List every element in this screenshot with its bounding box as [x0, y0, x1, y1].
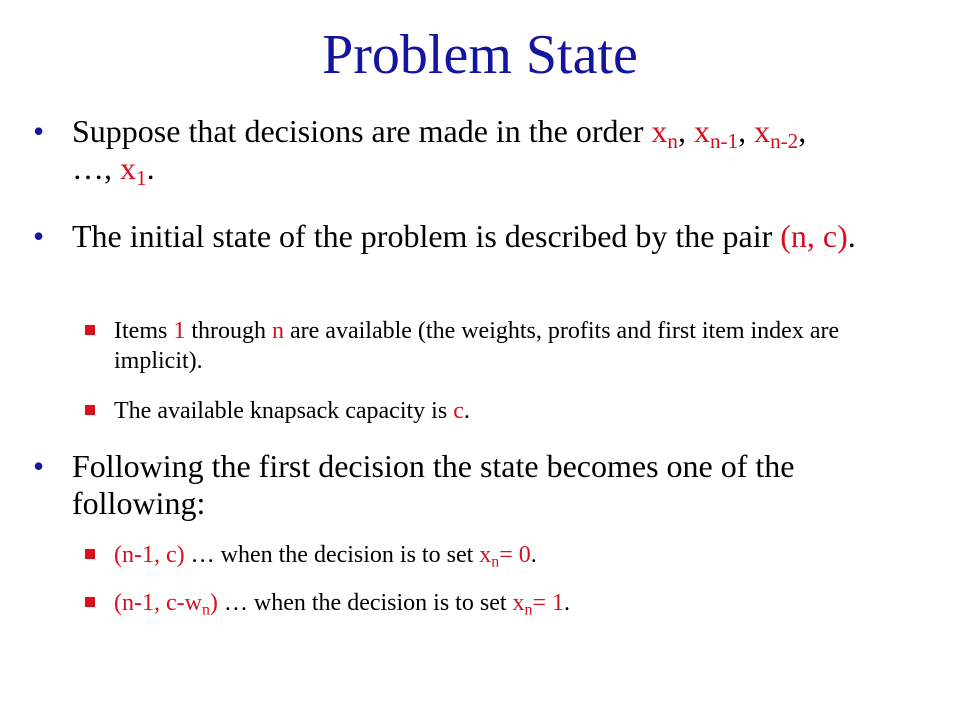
- state-pair: (n, c): [780, 218, 848, 254]
- var-x: x: [651, 113, 668, 149]
- text: through: [185, 318, 272, 344]
- state-pair: (n-1, c): [114, 542, 185, 568]
- var-x: x: [754, 113, 771, 149]
- equals-value: = 1: [532, 590, 564, 616]
- separator: ,: [677, 113, 694, 149]
- assignment: [512, 590, 564, 619]
- bullet-text: Suppose that decisions are made in the order: [72, 113, 652, 149]
- assignment: [479, 542, 531, 571]
- text: … when the decision is to set: [217, 590, 513, 616]
- state-text: (n-1, c-w: [114, 590, 202, 616]
- bullet-decision-order: [33, 113, 932, 190]
- square-bullet: [85, 597, 95, 607]
- period: .: [847, 218, 856, 254]
- subscript: n-1: [709, 128, 739, 153]
- subscript: 1: [136, 165, 147, 190]
- subscript: n: [667, 128, 678, 153]
- bullet-dot: •: [33, 448, 45, 484]
- text: … when the decision is to set: [184, 542, 480, 568]
- var-x: x: [693, 113, 710, 149]
- subbullet-items-available: [114, 316, 914, 376]
- value-c: c: [453, 398, 464, 424]
- slide-title: Problem State: [322, 24, 638, 86]
- period: .: [530, 542, 537, 568]
- var-x: x: [479, 542, 492, 568]
- subscript: n: [491, 553, 500, 571]
- state-pair: [114, 590, 218, 619]
- square-bullet: [85, 325, 95, 335]
- var-xn-1: [693, 113, 739, 153]
- ellipsis: …,: [72, 150, 120, 186]
- subbullet-state-one: [114, 588, 914, 618]
- value-1: 1: [173, 318, 186, 344]
- square-bullet: [85, 405, 95, 415]
- subscript: n: [524, 601, 533, 619]
- separator: ,: [798, 113, 807, 149]
- period: .: [463, 398, 470, 424]
- value-n: n: [272, 318, 284, 344]
- subscript: n-2: [770, 128, 799, 153]
- subbullet-state-zero: [114, 540, 914, 570]
- text: are available (the weights, profits and first item index are implicit).: [114, 318, 840, 374]
- var-xn: [651, 113, 678, 153]
- bullet-dot: •: [33, 113, 45, 149]
- period: .: [146, 150, 155, 186]
- square-bullet: [85, 549, 95, 559]
- text: The available knapsack capacity is: [114, 398, 454, 424]
- bullet-text: The initial state of the problem is described by the pair: [72, 218, 781, 254]
- bullet-text: Following the first decision the state becomes one of the following:: [72, 448, 795, 521]
- text: Items: [114, 318, 174, 344]
- period: .: [563, 590, 570, 616]
- var-xn-2: [754, 113, 799, 153]
- separator: ,: [738, 113, 755, 149]
- bullet-initial-state: [33, 218, 932, 255]
- subbullet-capacity: [114, 396, 914, 426]
- state-text: ): [209, 590, 218, 616]
- subscript: n: [201, 601, 210, 619]
- var-x1: [120, 150, 147, 190]
- equals-value: = 0: [499, 542, 531, 568]
- bullet-following-decision: [33, 448, 932, 522]
- bullet-dot: •: [33, 218, 45, 254]
- var-x: x: [512, 590, 525, 616]
- var-x: x: [120, 150, 136, 186]
